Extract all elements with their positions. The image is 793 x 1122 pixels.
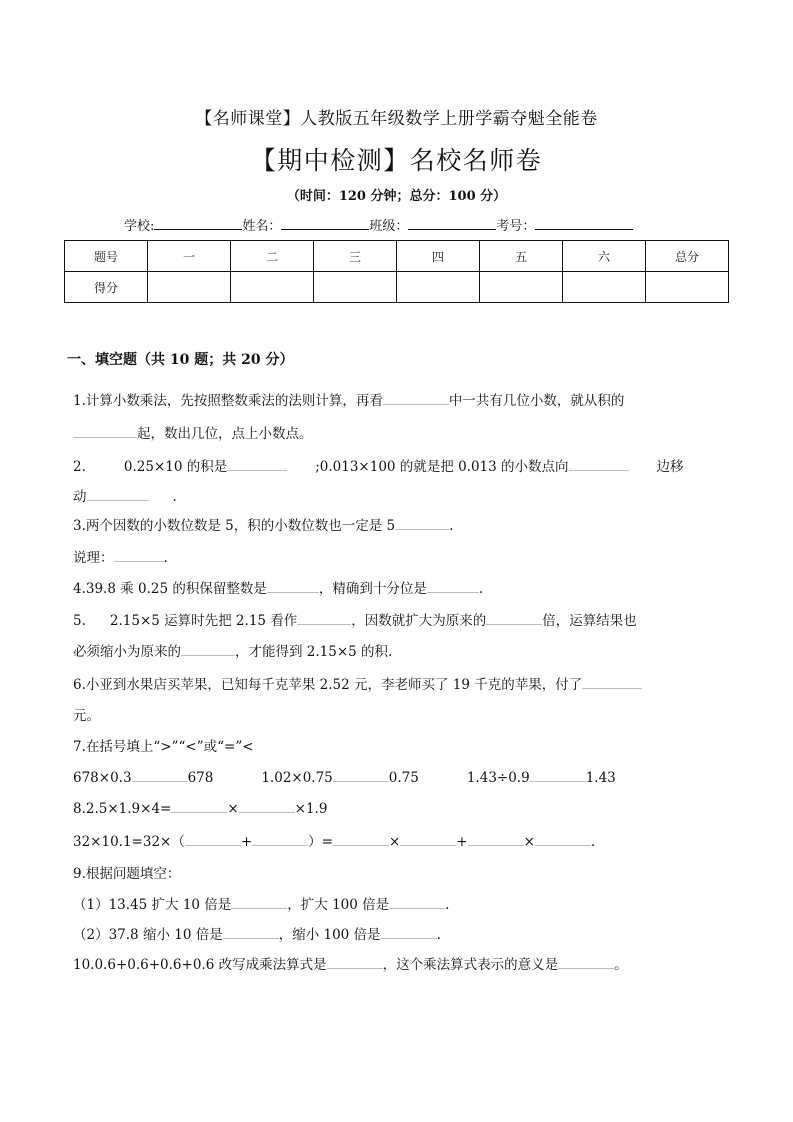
score-table-header-cell: 总分: [646, 241, 729, 272]
question-text: 1.计算小数乘法，先按照整数乘法的法则计算，再看: [73, 393, 383, 409]
question-8-line-1: [73, 799, 327, 817]
expression: 8.2.5×1.9×4=: [73, 801, 172, 817]
answer-blank[interactable]: [333, 768, 389, 782]
score-table-score-row: [65, 272, 729, 303]
question-text: 0.25×10 的积是: [123, 459, 228, 475]
question-text: 4.39.8 乘 0.25 的积保留整数是: [73, 581, 267, 597]
score-cell[interactable]: [397, 272, 480, 303]
question-text: .: [163, 550, 168, 566]
score-cell[interactable]: [480, 272, 563, 303]
question-text: 6.小亚到水果店买苹果，已知每千克苹果 2.52 元，李老师买了 19 千克的苹果，付了: [73, 677, 583, 693]
question-2-line-2: [73, 485, 177, 505]
exam-info: （时间：120 分钟；总分：100 分）: [286, 189, 507, 204]
question-text: 必须缩小为原来的: [73, 644, 181, 660]
section-title: 一、填空题（共 10 题；共 20 分）: [67, 352, 294, 368]
question-text: .: [172, 489, 177, 505]
answer-blank[interactable]: [73, 424, 137, 438]
answer-blank[interactable]: [252, 832, 308, 846]
score-table-header-row: [65, 241, 729, 272]
question-text: 倍，运算结果也: [542, 613, 637, 629]
exam-id-field[interactable]: [535, 217, 633, 230]
expression: ×1.9: [294, 801, 328, 817]
question-text: 起，数出几位，点上小数点。: [137, 426, 313, 442]
answer-blank[interactable]: [132, 768, 188, 782]
question-9-part-2: [73, 923, 441, 943]
question-text: .: [590, 834, 596, 850]
question-text: 。: [614, 957, 628, 973]
expression: 0.75: [388, 770, 419, 786]
question-text: 边移: [656, 459, 684, 475]
question-10: [73, 953, 628, 973]
question-2-line-1: [73, 455, 684, 475]
score-table-header-cell: 题号: [65, 241, 148, 272]
answer-blank[interactable]: [569, 457, 629, 471]
expression: ）=: [308, 834, 333, 850]
question-text: （1）13.45 扩大 10 倍是: [73, 897, 232, 913]
class-field[interactable]: [408, 217, 496, 230]
question-text: .: [449, 518, 454, 534]
question-text: 动: [73, 489, 87, 505]
answer-blank[interactable]: [239, 799, 295, 813]
answer-blank[interactable]: [400, 832, 456, 846]
expression: 678×0.3: [73, 770, 132, 786]
score-table-header-cell: 三: [314, 241, 397, 272]
answer-blank[interactable]: [381, 925, 437, 939]
question-8-line-2: [73, 830, 595, 850]
score-row-label: 得分: [65, 272, 148, 303]
operator: ×: [227, 801, 239, 817]
question-5-line-2: [73, 640, 392, 660]
question-text: 3.两个因数的小数位数是 5，积的小数位数也一定是 5: [73, 518, 396, 534]
answer-blank[interactable]: [383, 391, 449, 405]
question-text: ，精确到十分位是: [318, 581, 427, 597]
question-number: 5.: [73, 613, 86, 629]
question-3-line-1: [73, 514, 453, 534]
score-table-header-cell: 六: [563, 241, 646, 272]
score-cell[interactable]: [646, 272, 729, 303]
question-6-line-2: [73, 704, 100, 724]
expression: 678: [187, 770, 214, 786]
question-7-line-2: [73, 768, 616, 786]
answer-blank[interactable]: [582, 675, 642, 689]
question-text: ，缩小 100 倍是: [278, 927, 381, 943]
operator: ×: [523, 834, 535, 850]
question-6-line-1: [73, 673, 642, 693]
operator: +: [240, 834, 253, 850]
question-5-line-1: [73, 609, 637, 629]
operator: ×: [388, 834, 401, 850]
score-table-header-cell: 二: [231, 241, 314, 272]
answer-blank[interactable]: [558, 955, 614, 969]
score-table-header-cell: 四: [397, 241, 480, 272]
question-text: .: [436, 927, 441, 943]
question-9-part-1: [73, 893, 449, 913]
score-cell[interactable]: [314, 272, 397, 303]
question-text: 7.在括号填上“>”“<”或“=”<: [73, 739, 254, 755]
answer-blank[interactable]: [389, 895, 445, 909]
question-text: ，因数就扩大为原来的: [351, 613, 487, 629]
answer-blank[interactable]: [333, 832, 389, 846]
answer-blank[interactable]: [87, 487, 149, 501]
exam-title: 【期中检测】名校名师卷: [250, 146, 543, 175]
question-text: ，才能得到 2.15×5 的积.: [235, 644, 393, 660]
question-1-line-2: [73, 422, 313, 442]
answer-blank[interactable]: [181, 642, 235, 656]
score-cell[interactable]: [148, 272, 231, 303]
name-field[interactable]: [281, 217, 369, 230]
expression: 1.43÷0.9: [466, 770, 530, 786]
answer-blank[interactable]: [227, 457, 287, 471]
school-label: 学校:: [124, 219, 155, 234]
question-3-line-2: [73, 546, 168, 566]
question-text: .: [445, 897, 450, 913]
school-field[interactable]: [154, 217, 242, 230]
question-text: 说理：: [73, 550, 114, 566]
question-number: 2.: [73, 459, 86, 475]
name-label: 姓名：: [242, 219, 282, 234]
id-label: 考号：: [496, 219, 536, 234]
score-table: [64, 240, 729, 303]
answer-blank[interactable]: [114, 548, 164, 562]
question-text: 9.根据问题填空：: [73, 866, 181, 882]
answer-blank[interactable]: [297, 611, 351, 625]
answer-blank[interactable]: [395, 516, 449, 530]
question-text: .: [478, 581, 484, 597]
answer-blank[interactable]: [223, 925, 279, 939]
question-text: （2）37.8 缩小 10 倍是: [73, 927, 223, 943]
score-table-header-cell: 五: [480, 241, 563, 272]
student-info-line: [124, 215, 633, 234]
question-text: 2.15×5 运算时先把 2.15 看作: [109, 613, 298, 629]
score-table-header-cell: 一: [148, 241, 231, 272]
answer-blank[interactable]: [267, 579, 319, 593]
answer-blank[interactable]: [427, 579, 479, 593]
score-cell[interactable]: [563, 272, 646, 303]
answer-blank[interactable]: [327, 955, 383, 969]
question-1-line-1: [73, 389, 624, 409]
question-text: 10.0.6+0.6+0.6+0.6 改写成乘法算式是: [73, 957, 327, 973]
answer-blank[interactable]: [535, 832, 591, 846]
expression: 32×10.1=32×（: [73, 834, 185, 850]
question-text: ，这个乘法算式表示的意义是: [382, 957, 559, 973]
question-4: [73, 577, 483, 597]
class-label: 班级：: [369, 219, 409, 234]
question-text: ，扩大 100 倍是: [287, 897, 390, 913]
expression: 1.43: [585, 770, 616, 786]
question-9-line-1: [73, 862, 180, 882]
answer-blank[interactable]: [231, 895, 287, 909]
question-text: ;0.013×100 的就是把 0.013 的小数点向: [315, 459, 569, 475]
question-text: 元。: [73, 708, 100, 724]
answer-blank[interactable]: [171, 799, 227, 813]
answer-blank[interactable]: [468, 832, 524, 846]
expression: 1.02×0.75: [261, 770, 333, 786]
score-cell[interactable]: [231, 272, 314, 303]
series-title: 【名师课堂】人教版五年级数学上册学霸夺魁全能卷: [195, 109, 598, 129]
question-text: 中一共有几位小数，就从积的: [448, 393, 625, 409]
answer-blank[interactable]: [486, 611, 542, 625]
operator: +: [456, 834, 468, 850]
question-7-line-1: [73, 735, 254, 755]
answer-blank[interactable]: [530, 768, 586, 782]
answer-blank[interactable]: [185, 832, 241, 846]
